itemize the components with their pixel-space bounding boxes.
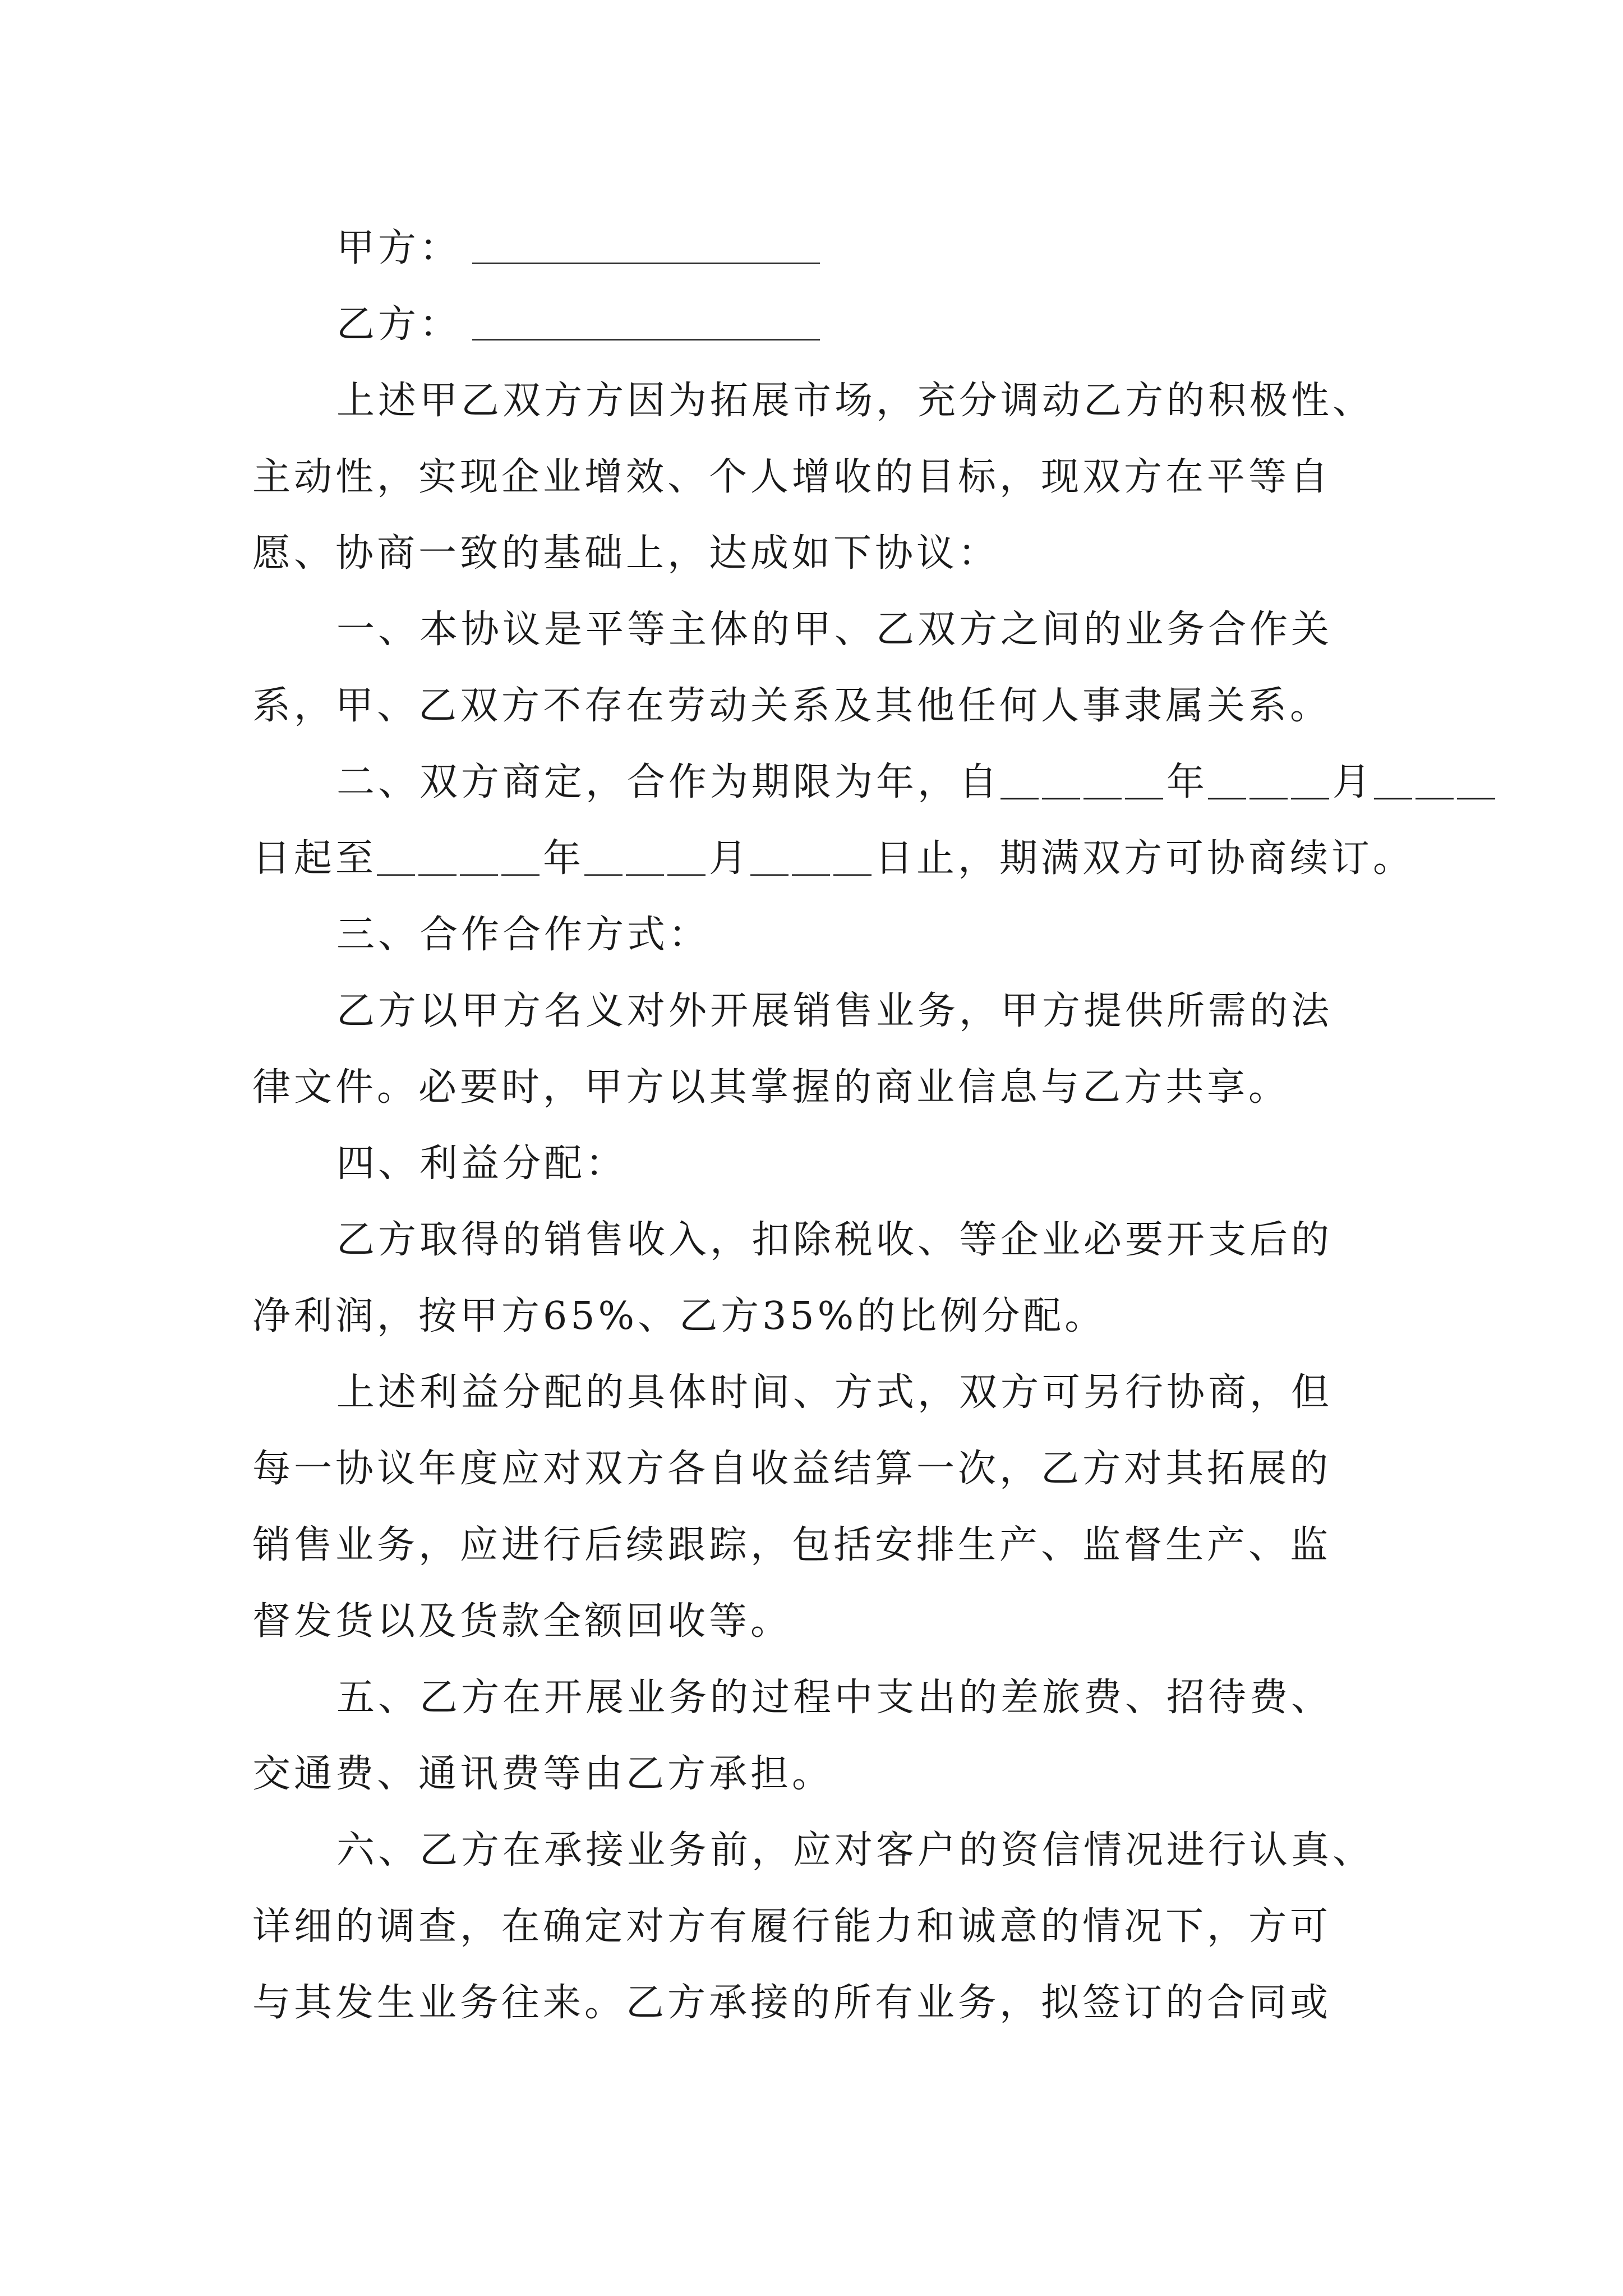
party-a-line xyxy=(252,210,1408,287)
paragraph-line: 上述利益分配的具体时间、方式，双方可另行协商，但 xyxy=(336,1370,1333,1415)
paragraph-line: 主动性，实现企业增效、个人增收的目标，现双方在平等自 xyxy=(252,455,1332,499)
paragraph-line: 二、双方商定，合作为期限为年，自＿＿＿＿年＿＿＿月＿＿＿ xyxy=(336,760,1499,804)
party-b-blank[interactable] xyxy=(472,300,820,341)
party-a-blank[interactable] xyxy=(472,223,820,264)
paragraph-line: 销售业务，应进行后续跟踪，包括安排生产、监督生产、监 xyxy=(252,1523,1332,1567)
party-b-line xyxy=(252,287,1408,363)
paragraph-line: 上述甲乙双方方因为拓展市场，充分调动乙方的积极性、 xyxy=(336,379,1375,423)
paragraph-line: 愿、协商一致的基础上，达成如下协议： xyxy=(252,531,1000,576)
section-heading: 四、利益分配： xyxy=(336,1142,628,1186)
paragraph-line: 督发货以及货款全额回收等。 xyxy=(252,1599,792,1644)
paragraph-line: 详细的调查，在确定对方有履行能力和诚意的情况下，方可 xyxy=(252,1904,1332,1949)
party-b-label: 乙方： xyxy=(336,302,462,347)
paragraph-line: 每一协议年度应对双方各自收益结算一次，乙方对其拓展的 xyxy=(252,1447,1332,1491)
paragraph-clause-5 xyxy=(252,1660,1408,1812)
paragraph-line: 系，甲、乙双方不存在劳动关系及其他任何人事隶属关系。 xyxy=(252,684,1332,728)
party-a-label: 甲方： xyxy=(336,226,462,270)
paragraph-line: 一、本协议是平等主体的甲、乙双方之间的业务合作关 xyxy=(336,608,1333,652)
paragraph-clause-6 xyxy=(252,1812,1408,2041)
paragraph-clause-1 xyxy=(252,592,1408,744)
paragraph-line: 交通费、通讯费等由乙方承担。 xyxy=(252,1752,834,1796)
paragraph-line: 与其发生业务往来。乙方承接的所有业务，拟签订的合同或 xyxy=(252,1981,1332,2025)
paragraph-clause-3-body xyxy=(252,973,1408,1126)
paragraph-clause-4-details xyxy=(252,1355,1408,1660)
paragraph-line: 五、乙方在开展业务的过程中支出的差旅费、招待费、 xyxy=(336,1676,1333,1720)
paragraph-line: 律文件。必要时，甲方以其掌握的商业信息与乙方共享。 xyxy=(252,1065,1290,1110)
section-heading: 三、合作合作方式： xyxy=(336,913,711,957)
paragraph-line: 净利润，按甲方65%、乙方35%的比例分配。 xyxy=(252,1294,1106,1338)
paragraph-clause-4-heading xyxy=(252,1126,1408,1202)
document-body xyxy=(252,210,1499,2041)
paragraph-line: 乙方取得的销售收入，扣除税收、等企业必要开支后的 xyxy=(336,1218,1333,1262)
paragraph-intro xyxy=(252,363,1408,592)
paragraph-line: 乙方以甲方名义对外开展销售业务，甲方提供所需的法 xyxy=(336,989,1333,1033)
paragraph-clause-4-body xyxy=(252,1202,1408,1355)
paragraph-clause-3-heading xyxy=(252,897,1408,973)
paragraph-clause-2 xyxy=(252,744,1499,897)
paragraph-line: 日起至＿＿＿＿年＿＿＿月＿＿＿日止，期满双方可协商续订。 xyxy=(252,836,1415,881)
paragraph-line: 六、乙方在承接业务前，应对客户的资信情况进行认真、 xyxy=(336,1828,1375,1872)
